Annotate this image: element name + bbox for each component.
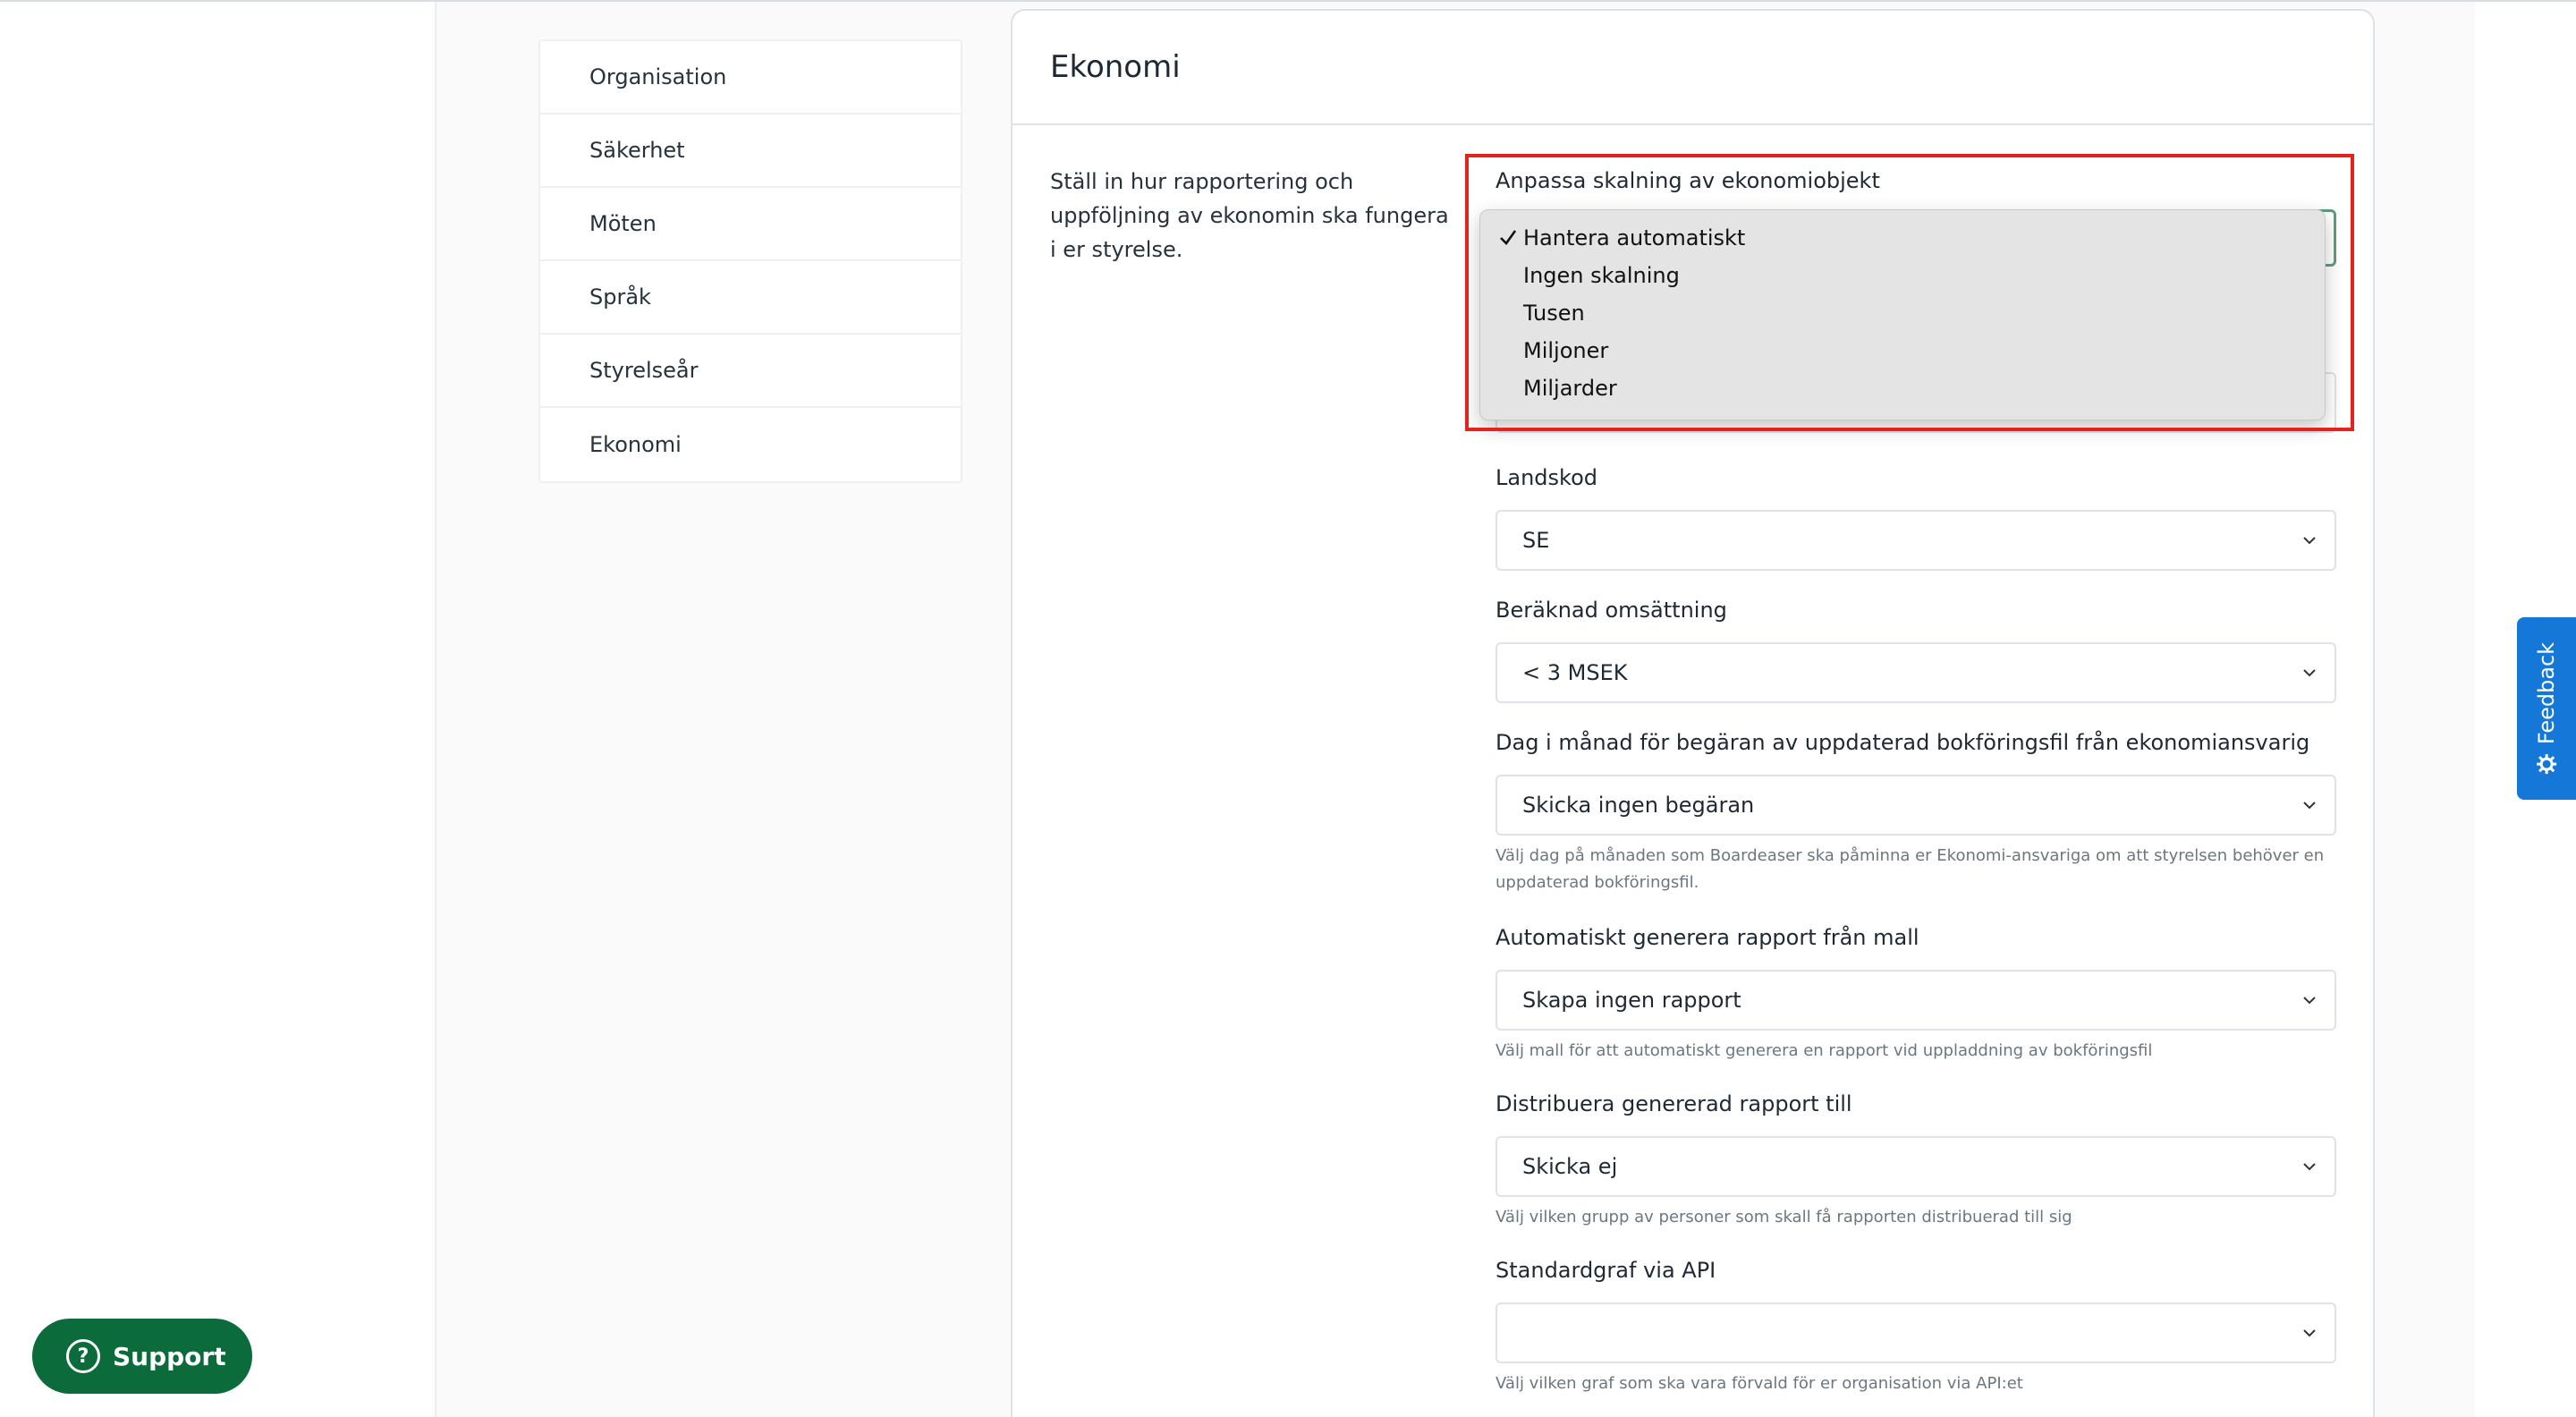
scaling-label: Anpassa skalning av ekonomiobjekt bbox=[1496, 168, 1880, 193]
feedback-content bbox=[2534, 642, 2559, 775]
settings-menu bbox=[538, 39, 962, 483]
request-day-label: Dag i månad för begäran av uppdaterad bokföringsfil från ekonomiansvarig bbox=[1496, 730, 2310, 755]
menu-item-label: Säkerhet bbox=[589, 138, 685, 163]
chevron-down-icon bbox=[2302, 993, 2317, 1007]
request-day-value: Skicka ingen begäran bbox=[1522, 793, 1755, 818]
scaling-options-listbox bbox=[1479, 209, 2326, 420]
feedback-tab[interactable] bbox=[2517, 617, 2576, 800]
menu-item-sakerhet[interactable] bbox=[540, 115, 961, 188]
help-circle-icon: ? bbox=[66, 1339, 100, 1373]
chevron-down-icon bbox=[2302, 798, 2317, 812]
card-header bbox=[1013, 11, 2373, 125]
option-label: Hantera automatiskt bbox=[1523, 225, 1746, 250]
turnover-value: < 3 MSEK bbox=[1522, 660, 1628, 685]
option-tusen[interactable] bbox=[1480, 294, 2325, 332]
turnover-label: Beräknad omsättning bbox=[1496, 598, 1727, 623]
support-label: Support bbox=[113, 1341, 226, 1371]
option-ingen-skalning[interactable] bbox=[1480, 257, 2325, 294]
distribute-label: Distribuera genererad rapport till bbox=[1496, 1091, 1852, 1116]
auto-report-label: Automatiskt generera rapport från mall bbox=[1496, 925, 1919, 950]
support-button[interactable] bbox=[32, 1319, 252, 1394]
gear-icon bbox=[2536, 753, 2557, 775]
card-description: Ställ in hur rapportering och uppföljning av ekonomin ska fungera i er styrelse. bbox=[1050, 169, 1449, 262]
option-label: Miljarder bbox=[1523, 376, 1617, 401]
api-graph-label: Standardgraf via API bbox=[1496, 1258, 1716, 1283]
menu-item-moten[interactable] bbox=[540, 188, 961, 261]
api-graph-select[interactable] bbox=[1496, 1302, 2336, 1363]
menu-item-styrelsear[interactable] bbox=[540, 335, 961, 408]
option-miljarder[interactable] bbox=[1480, 369, 2325, 407]
menu-item-label: Språk bbox=[589, 284, 651, 310]
request-day-help: Välj dag på månaden som Boardeaser ska påminna er Ekonomi-ansvariga om att styrelsen behöver en uppdaterad bokföringsfil. bbox=[1496, 846, 2325, 892]
distribute-help: Välj vilken grupp av personer som skall få rapporten distribuerad till sig bbox=[1496, 1208, 2072, 1226]
auto-report-select[interactable] bbox=[1496, 970, 2336, 1031]
feedback-label: Feedback bbox=[2534, 641, 2560, 745]
distribute-select[interactable] bbox=[1496, 1136, 2336, 1197]
country-label: Landskod bbox=[1496, 465, 1597, 490]
api-graph-help: Välj vilken graf som ska vara förvald för er organisation via API:et bbox=[1496, 1374, 2023, 1393]
menu-item-ekonomi[interactable] bbox=[540, 408, 961, 481]
checkmark-icon bbox=[1498, 227, 1518, 247]
option-selected[interactable] bbox=[1480, 219, 2325, 257]
country-select[interactable] bbox=[1496, 510, 2336, 571]
auto-report-help: Välj mall för att automatiskt generera en rapport vid uppladdning av bokföringsfil bbox=[1496, 1041, 2153, 1060]
menu-item-label: Styrelseår bbox=[589, 358, 699, 383]
card-title: Ekonomi bbox=[1050, 49, 1181, 85]
option-miljoner[interactable] bbox=[1480, 332, 2325, 369]
menu-item-label: Möten bbox=[589, 211, 657, 236]
menu-item-sprak[interactable] bbox=[540, 261, 961, 335]
turnover-select[interactable] bbox=[1496, 642, 2336, 703]
menu-item-label: Ekonomi bbox=[589, 432, 682, 457]
option-label: Tusen bbox=[1523, 301, 1585, 326]
country-value: SE bbox=[1522, 528, 1550, 553]
chevron-down-icon bbox=[2302, 1326, 2317, 1340]
chevron-down-icon bbox=[2302, 666, 2317, 680]
request-day-select[interactable] bbox=[1496, 775, 2336, 836]
option-label: Ingen skalning bbox=[1523, 263, 1680, 288]
auto-report-value: Skapa ingen rapport bbox=[1522, 988, 1741, 1013]
chevron-down-icon bbox=[2302, 1159, 2317, 1174]
distribute-value: Skicka ej bbox=[1522, 1154, 1618, 1179]
menu-item-organisation[interactable] bbox=[540, 41, 961, 115]
option-label: Miljoner bbox=[1523, 338, 1609, 363]
menu-item-label: Organisation bbox=[589, 64, 727, 89]
chevron-down-icon bbox=[2302, 533, 2317, 547]
